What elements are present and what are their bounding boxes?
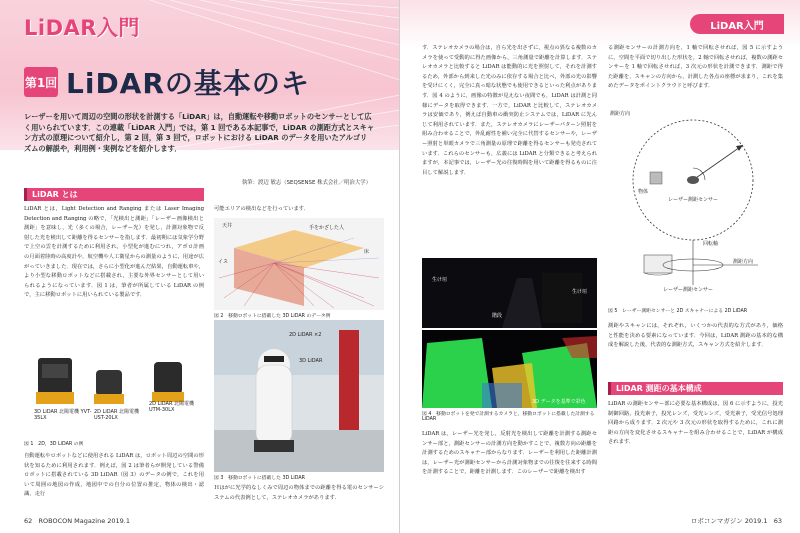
page-number-left: 62 (24, 517, 33, 525)
fig4-label-hedge-2: 生け垣 (572, 289, 588, 295)
footer-right (691, 516, 782, 525)
body-text-col1: LiDAR とは，Light Detection and Ranging または Laser Imaging Detection and Ranging の略で，「光検出と測距」「レーザー画像検出と測距」を意味し，光（多くの場合，レーザー光）を発し，計測対象物で反射した光を検出して距離を得るセンサーを指します．最初期には気象学分野で上空の雲を計測するために利用され，小型化が進むにつれ，アポロ計画の月面着陸時の高度計や，航空機や人工衛星からの測量のように，用途が広がっていきました．現在では，さらに小型化が進んだ結果，自動運転車や，より小型な移動ロボットなどに搭載され，主要な外界センサーとして用いられるようになっています．図 1 は，筆者が所属している LiDAR の例で，主に移動ロボットに用いられている製品です． (24, 206, 204, 299)
page-number-right: 63 (773, 517, 782, 525)
figure-5-scan-diagram (608, 100, 783, 305)
right-body-col1: す．ステレオカメラの場合は，自ら光を出さずに，視点の異なる複数のカメラを使って受動的に得た画像から，三角測量で距離を計算します．ステレオカメラと比較すると LiDAR は能動的に光を照射して，それを計測するため，外部から到来した光のみに依存する場合と比べ，外部の光の影響を受けにくく，完全に真っ暗な状態でも使用できるといった利点があります．図 4 のように，画像の特徴が見えない夜間でも，LiDAR は計測と同様にデータを取得できます．一方で，LiDAR と比較して，ステレオカメラは安価であり，例えば自動車の衝突防止システムでは，LiDAR に先んじて利用されています．また，ステレオカメラにレーザーパターン照射を組み合わせることで，外乱耐性を補い完全に代替するセンサーや，レーザー照射と単眼カメラで三角測量の原理で距離を得るセンサーも発売されています．これらのセンサーも，広義には LiDAR と分類できると考えられますが，本記事では，レーザー光の往復時間を用いて距離を得るものに注目して解説します． (422, 45, 597, 176)
page-tab: LiDAR入門 (690, 14, 784, 34)
fig5-label-axis: 回転軸 (703, 241, 719, 247)
point-cloud-image (214, 218, 384, 310)
lidar-device-icon (24, 352, 204, 437)
right-body-col2-top: る測距センサーの計測方向を，1 軸で回転させれば，図 5 に示すように，空間を平面で切り出した形状を，2 軸で回転させれば，複数の測距センサーを 1 軸で回転させれば，3 次元の形状を計測できます．測距で得た距離を，スキャンの方向から，計測した各点の座標が求まり，これを集めたデータをポイントクラウドと呼びます． (608, 45, 783, 90)
right-body-col1-bottom: LiDAR は，レーザー光を発し，反射光を検出して距離を計測する測距センサー部と，測距センサーの計測方向を動かすことで，複数方向の距離を計測するためのスキャナー部からなります．レーザーを利用した距離計測は，レーザー光が測距センサーから計測対象物までの往復を往来する時間を計測することで，距離を計測します．このレーザーで距離を検出す (422, 431, 597, 476)
figure-3-caption: 図 3 移動ロボットに搭載した 3D LiDAR (214, 476, 305, 481)
article-title: LiDARの基本のキ (66, 67, 310, 100)
fig5-label-direction-bottom: 測距方向 (733, 259, 754, 265)
body-text-col2-bottom: Ｈはがに光学的なしくみで周辺の物体までの距離を得る電のセンサーシステムの代表例として，ステレオカメラがあります． (214, 485, 384, 501)
fig3-label-2d: 2D LiDAR ×2 (289, 332, 322, 338)
robot-icon (214, 320, 384, 472)
fig3-label-3d: 3D LiDAR (299, 358, 323, 364)
footer-left (24, 517, 130, 525)
magazine-name-left: ROBOCON Magazine 2019.1 (38, 517, 131, 525)
figure-2-point-cloud (214, 218, 384, 310)
fig5-label-direction-top: 測距方向 (610, 111, 631, 117)
figure-4 (422, 258, 597, 408)
series-tag: LiDAR入門 (24, 16, 140, 40)
fig1-label-2d-utm: 2D LiDAR 北陽電機 UTM-30LX (149, 401, 195, 413)
fig2-label-chair: イス (218, 259, 228, 265)
fig5-label-object: 物体 (638, 189, 649, 195)
fig4-label-3d-data: 3D データを基準で彩色 (532, 399, 586, 405)
fig4-label-hedge-1: 生け垣 (432, 277, 448, 283)
fig1-label-2d-ust: 2D LiDAR 北陽電機 UST-20LX (94, 409, 140, 421)
body-text-col1-bottom: 自動運転やロボットなどに使用される LiDAR は，ロボット周辺の空間の形状を知るために利用されます．例えば，図 2 は筆者らが開発している警備ロボットに搭載されている 3D LiDAR（図 3）のデータの例で，これを用いて周囲の地図の作成，地図中での自分の位置の推定，物体の検出・認識，走行 (24, 453, 204, 498)
figure-1-caption: 図 1 2D，3D LiDAR の例 (24, 442, 84, 447)
author-credit: 執筆：渡辺 敏志（SEQSENSE 株式会社／明治大学） (241, 180, 371, 186)
figure-4-caption: 図 4 移動ロボットを発で計測するカメラと，移動ロボットに搭載した計測する LiDAR (422, 412, 595, 422)
fig2-label-ceiling: 天井 (222, 223, 233, 229)
fig5-label-sensor-top: レーザー測距センサー (668, 197, 719, 203)
fig2-label-floor: 床 (364, 249, 370, 255)
figure-1-lidar-devices (24, 352, 204, 437)
title-row (24, 62, 310, 102)
section-heading-basic-structure: LiDAR 測距の基本構成 (608, 382, 783, 395)
fig4-label-stairs: 階段 (492, 313, 503, 319)
body-text-col2-top: 可能エリアの検出などを行っています． (214, 206, 309, 212)
issue-badge: 第1回 (24, 67, 58, 97)
figure-2-caption: 図 2 移動ロボットに搭載した 3D LiDAR のデータ例 (214, 314, 331, 319)
lead-paragraph: レーザーを用いて周辺の空間の形状を計測する「LiDAR」は，自動運転や移動ロボットのセンサーとして広く用いられています．この連載「LiDAR 入門」では，第 1 回である本記事で，LiDAR の測距方式とスキャン方式の原理について紹介し，第 2 回，第 3 回で，ロボットにおける LiDAR のデータを用いたアルゴリズムの解説や，利用例・実例などを紹介します． (24, 112, 375, 153)
figure-3-robot-photo (214, 320, 384, 472)
right-body-col2-mid: 測距やスキャンには，それぞれ，いくつかの代表的な方式があり，価格と性能を決める要素になっています．今回は，LiDAR 測距の基本的な構成を解説した後，代表的な測距方式，スキャン方式を紹介します． (608, 323, 783, 349)
section-heading-what-is-lidar: LiDAR とは (24, 188, 204, 201)
right-page (400, 0, 800, 533)
fig2-label-person: 手をかざした人 (309, 225, 345, 231)
magazine-name-right: ロボコンマガジン 2019.1 (690, 517, 768, 525)
figure-5-caption: 図 5 レーザー測距センサーと 2D スキャナーによる 2D LiDAR (608, 309, 748, 314)
fig1-label-3d: 3D LiDAR 北陽電機 YVT-35LX (34, 409, 92, 421)
fig5-label-sensor-bottom: レーザー測距センサー (663, 287, 714, 293)
right-body-col2-bottom: LiDAR の測距センサー部に必要な基本構成は，図 6 に示すように，投光制御回路，投光素子，投光レンズ，受光レンズ，受光素子，受光信号処理回路から成ります．2 次元や 3 次元の形状を取得するために，これに測距の方向を変化させるスキャナーを組み合わせることで，LiDAR が構成されます． (608, 401, 783, 446)
night-scene-image (422, 258, 597, 408)
